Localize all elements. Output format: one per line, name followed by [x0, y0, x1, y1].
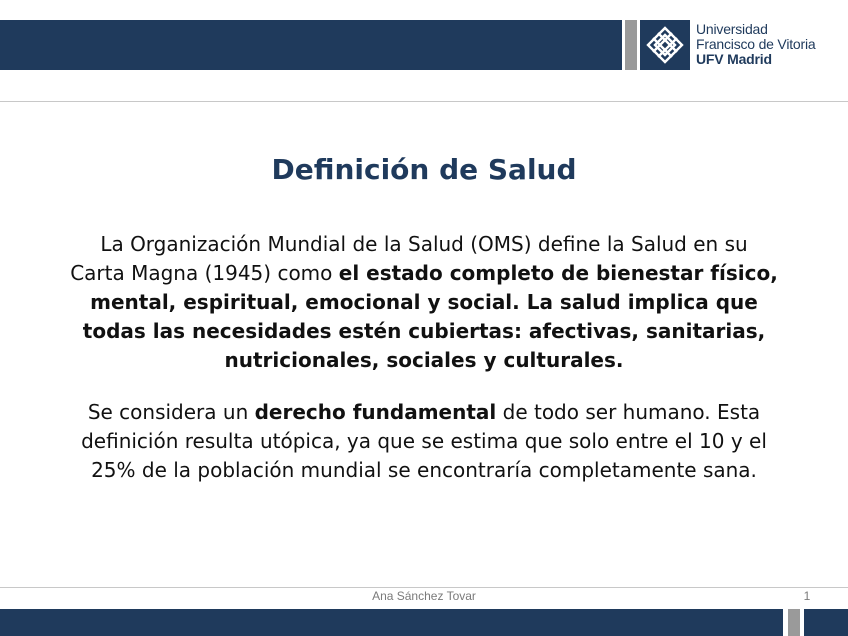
logo-ufv: UFV: [696, 51, 724, 67]
page-number: 1: [803, 589, 811, 603]
footer-author: Ana Sánchez Tovar: [372, 589, 476, 603]
logo-madrid: Madrid: [727, 51, 772, 67]
rights-text-after: de todo ser humano. Esta definición resulta utópica, ya que se estima que solo entre el 10 y el 25% de la población mundial se encontraría completamente sana.: [81, 400, 767, 482]
footer-accent-block: [788, 609, 800, 636]
rights-text-before: Se considera un: [87, 400, 255, 424]
rights-bold-text: derecho fundamental: [254, 400, 497, 424]
logo-line-universidad: Universidad: [696, 21, 768, 37]
slide-title: Definición de Salud: [271, 153, 577, 186]
header-divider: [0, 101, 848, 102]
ufv-logo-icon: [640, 20, 690, 70]
logo-line-francisco-de-vitoria: Francisco de Vitoria: [696, 36, 816, 52]
footer-divider: [0, 587, 848, 588]
university-logo-text: [696, 22, 846, 67]
footer-bar: [0, 609, 783, 636]
definition-text: La Organización Mundial de la Salud (OMS) define la Salud en su Carta Magna (1945) como: [70, 232, 748, 285]
definition-bold-text: el estado completo de bienestar físico, mental, espiritual, emocional y social. La salud implica que todas las necesidades estén cubiertas: afectivas, sanitarias, nutricionales, sociales y culturales.: [82, 261, 778, 372]
ufv-emblem-icon: [640, 20, 690, 70]
header-bar: [0, 20, 622, 70]
rights-paragraph: [70, 398, 778, 485]
footer-bar-right: [804, 609, 848, 636]
logo-line-ufv-madrid: [696, 52, 846, 67]
header-accent-block: [625, 20, 637, 70]
definition-paragraph: [70, 230, 778, 375]
